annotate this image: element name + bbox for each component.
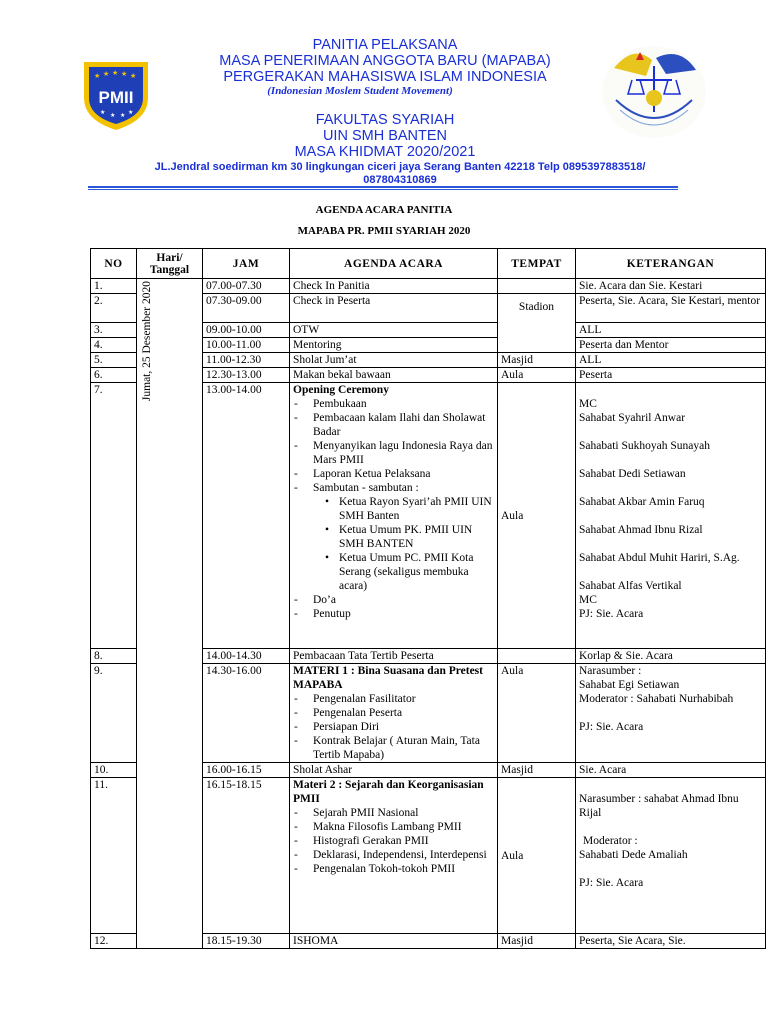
header-faculty: FAKULTAS SYARIAH [315,112,455,128]
row-agenda: Mentoring [290,338,498,353]
row-tempat: Masjid [498,353,576,368]
materi-1-list [293,692,494,762]
list-item: - Makna Filosofis Lambang PMII [313,820,494,834]
row-keterangan [576,383,766,649]
svg-text:★: ★ [100,109,106,116]
row-keterangan: Peserta [576,368,766,383]
row-keterangan: Korlap & Sie. Acara [576,649,766,664]
row-agenda: OTW [290,323,498,338]
header-subtitle: (Indonesian Moslem Student Movement) [267,85,453,97]
list-item: • Ketua Umum PK. PMII UIN SMH BANTEN [339,523,494,551]
table-row [91,279,766,294]
ket-line: Sahabat Egi Setiawan [579,679,680,691]
row-no: 9. [91,664,137,763]
ket-line: Narasumber : [579,665,642,677]
svg-text:★: ★ [120,112,126,119]
row-jam: 10.00-11.00 [203,338,290,353]
row-tempat: Aula [498,664,576,763]
row-no: 12. [91,934,137,949]
svg-text:★: ★ [110,112,116,119]
list-item: - Pengenalan Fasilitator [313,692,494,706]
ket-line: Moderator : Sahabati Nurhabibah [579,693,734,705]
list-item: - Kontrak Belajar ( Aturan Main, Tata Tertib Mapaba) [313,734,494,762]
document-subtitle: MAPABA PR. PMII SYARIAH 2020 [297,225,471,237]
materi-2-list [293,806,494,876]
row-no: 5. [91,353,137,368]
ket-line: PJ: Sie. Acara [579,721,644,733]
row-agenda [290,778,498,934]
row-no: 7. [91,383,137,649]
header-organization: PERGERAKAN MAHASISWA ISLAM INDONESIA [223,69,547,85]
pmii-logo [80,58,152,132]
row-tempat: Aula [498,368,576,383]
row-no: 2. [91,294,137,323]
row-no: 8. [91,649,137,664]
row-tempat: Aula [498,383,576,649]
row-tempat: Aula [498,778,576,934]
svg-text:★: ★ [121,70,128,78]
row-no: 6. [91,368,137,383]
row-agenda: ISHOMA [290,934,498,949]
closing-list [293,593,494,621]
header-divider [88,186,678,188]
date-vertical: Jumat, 25 Desember 2020 [141,281,153,402]
row-tempat [498,649,576,664]
list-item: - Pembukaan [313,397,494,411]
ket-line: Moderator : [583,835,638,847]
svg-text:★: ★ [103,70,110,78]
row-jam: 12.30-13.00 [203,368,290,383]
row-agenda: Sholat Ashar [290,763,498,778]
ket-line: Narasumber : sahabat Ahmad Ibnu Rijal [579,793,739,819]
row-keterangan [576,778,766,934]
row-keterangan: Sie. Acara dan Sie. Kestari [576,279,766,294]
list-item: - Deklarasi, Independensi, Interdepensi [313,848,494,862]
list-item: • Ketua Rayon Syari’ah PMII UIN SMH Banten [339,495,494,523]
ket-line: Sahabat Abdul Muhit Hariri, S.Ag. [579,552,740,564]
ket-line: Sahabat Alfas Vertikal [579,580,682,592]
row-agenda: Pembacaan Tata Tertib Peserta [290,649,498,664]
ket-line: Sahabati Dede Amaliah [579,849,688,861]
date-cell [137,279,203,949]
ket-line: Sahabat Ahmad Ibnu Rizal [579,524,703,536]
row-jam: 16.15-18.15 [203,778,290,934]
row-jam: 13.00-14.00 [203,383,290,649]
ket-line: PJ: Sie. Acara [579,608,644,620]
row-keterangan: ALL [576,353,766,368]
list-item: - Pengenalan Tokoh-tokoh PMII [313,862,494,876]
header-university: UIN SMH BANTEN [322,128,448,144]
list-item: - Sejarah PMII Nasional [313,806,494,820]
row-no: 11. [91,778,137,934]
col-header-tempat: TEMPAT [498,249,576,279]
row-keterangan: Peserta, Sie Acara, Sie. [576,934,766,949]
ket-line: MC [579,594,597,606]
list-item: - Menyanyikan lagu Indonesia Raya dan Mars PMII [313,439,494,467]
list-item: - Sambutan - sambutan : [313,481,494,495]
ket-line: Sahabat Dedi Setiawan [579,468,686,480]
row-tempat: Masjid [498,934,576,949]
list-item: • Ketua Umum PC. PMII Kota Serang (sekaligus membuka acara) [339,551,494,593]
svg-text:★: ★ [94,72,101,80]
row-jam: 16.00-16.15 [203,763,290,778]
svg-text:★: ★ [128,109,134,116]
list-item: - Persiapan Diri [313,720,494,734]
row-jam: 11.00-12.30 [203,353,290,368]
agenda-table [90,248,766,949]
document-title: AGENDA ACARA PANITIA [315,204,453,216]
row-tempat: Masjid [498,763,576,778]
materi-2-title: Materi 2 : Sejarah dan Keorganisasian PMII [293,779,484,805]
opening-ceremony-list [293,397,494,495]
row-agenda [290,664,498,763]
sambutan-list [293,495,494,593]
materi-1-title: MATERI 1 : Bina Suasana dan Pretest MAPABA [293,665,483,691]
col-header-no: NO [91,249,137,279]
ket-line: Sahabati Sukhoyah Sunayah [579,440,710,452]
row-no: 4. [91,338,137,353]
col-header-keterangan: KETERANGAN [576,249,766,279]
svg-text:★: ★ [130,72,137,80]
list-item: - Pengenalan Peserta [313,706,494,720]
header-divider-thin [88,189,678,190]
list-item: - Laporan Ketua Pelaksana [313,467,494,481]
row-keterangan: ALL [576,323,766,338]
row-keterangan [576,664,766,763]
row-jam: 18.15-19.30 [203,934,290,949]
row-no: 10. [91,763,137,778]
row-tempat: Stadion [498,294,576,353]
list-item: - Pembacaan kalam Ilahi dan Sholawat Badar [313,411,494,439]
row-jam: 09.00-10.00 [203,323,290,338]
row-jam: 07.00-07.30 [203,279,290,294]
opening-ceremony-title: Opening Ceremony [293,384,389,396]
header-address: JL.Jendral soedirman km 30 lingkungan ciceri jaya Serang Banten 42218 Telp 0895397883518/ [154,161,646,173]
row-no: 1. [91,279,137,294]
row-jam: 07.30-09.00 [203,294,290,323]
row-agenda [290,383,498,649]
ket-line: Sahabat Akbar Amin Faruq [579,496,705,508]
row-agenda: Sholat Jum’at [290,353,498,368]
header-phone: 087804310869 [363,174,437,186]
col-header-jam: JAM [203,249,290,279]
header-period: MASA KHIDMAT 2020/2021 [294,144,476,160]
row-jam: 14.30-16.00 [203,664,290,763]
row-keterangan: Sie. Acara [576,763,766,778]
ket-line: PJ: Sie. Acara [579,877,644,889]
row-tempat [498,279,576,294]
header-event: MASA PENERIMAAN ANGGOTA BARU (MAPABA) [219,53,551,69]
row-jam: 14.00-14.30 [203,649,290,664]
svg-text:PMII: PMII [98,88,134,107]
row-agenda: Makan bekal bawaan [290,368,498,383]
row-agenda: Check in Peserta [290,294,498,323]
svg-text:★: ★ [112,69,119,77]
list-item: - Histografi Gerakan PMII [313,834,494,848]
row-keterangan: Peserta, Sie. Acara, Sie Kestari, mentor [576,294,766,323]
list-item: - Do’a [313,593,494,607]
col-header-agenda: AGENDA ACARA [290,249,498,279]
ket-line: MC [579,398,597,410]
row-agenda: Check In Panitia [290,279,498,294]
list-item: - Penutup [313,607,494,621]
col-header-hari: Hari/ Tanggal [137,249,203,279]
row-no: 3. [91,323,137,338]
ket-line: Sahabat Syahril Anwar [579,412,686,424]
table-header-row [91,249,766,279]
header-committee: PANITIA PELAKSANA [312,37,458,53]
row-keterangan: Peserta dan Mentor [576,338,766,353]
